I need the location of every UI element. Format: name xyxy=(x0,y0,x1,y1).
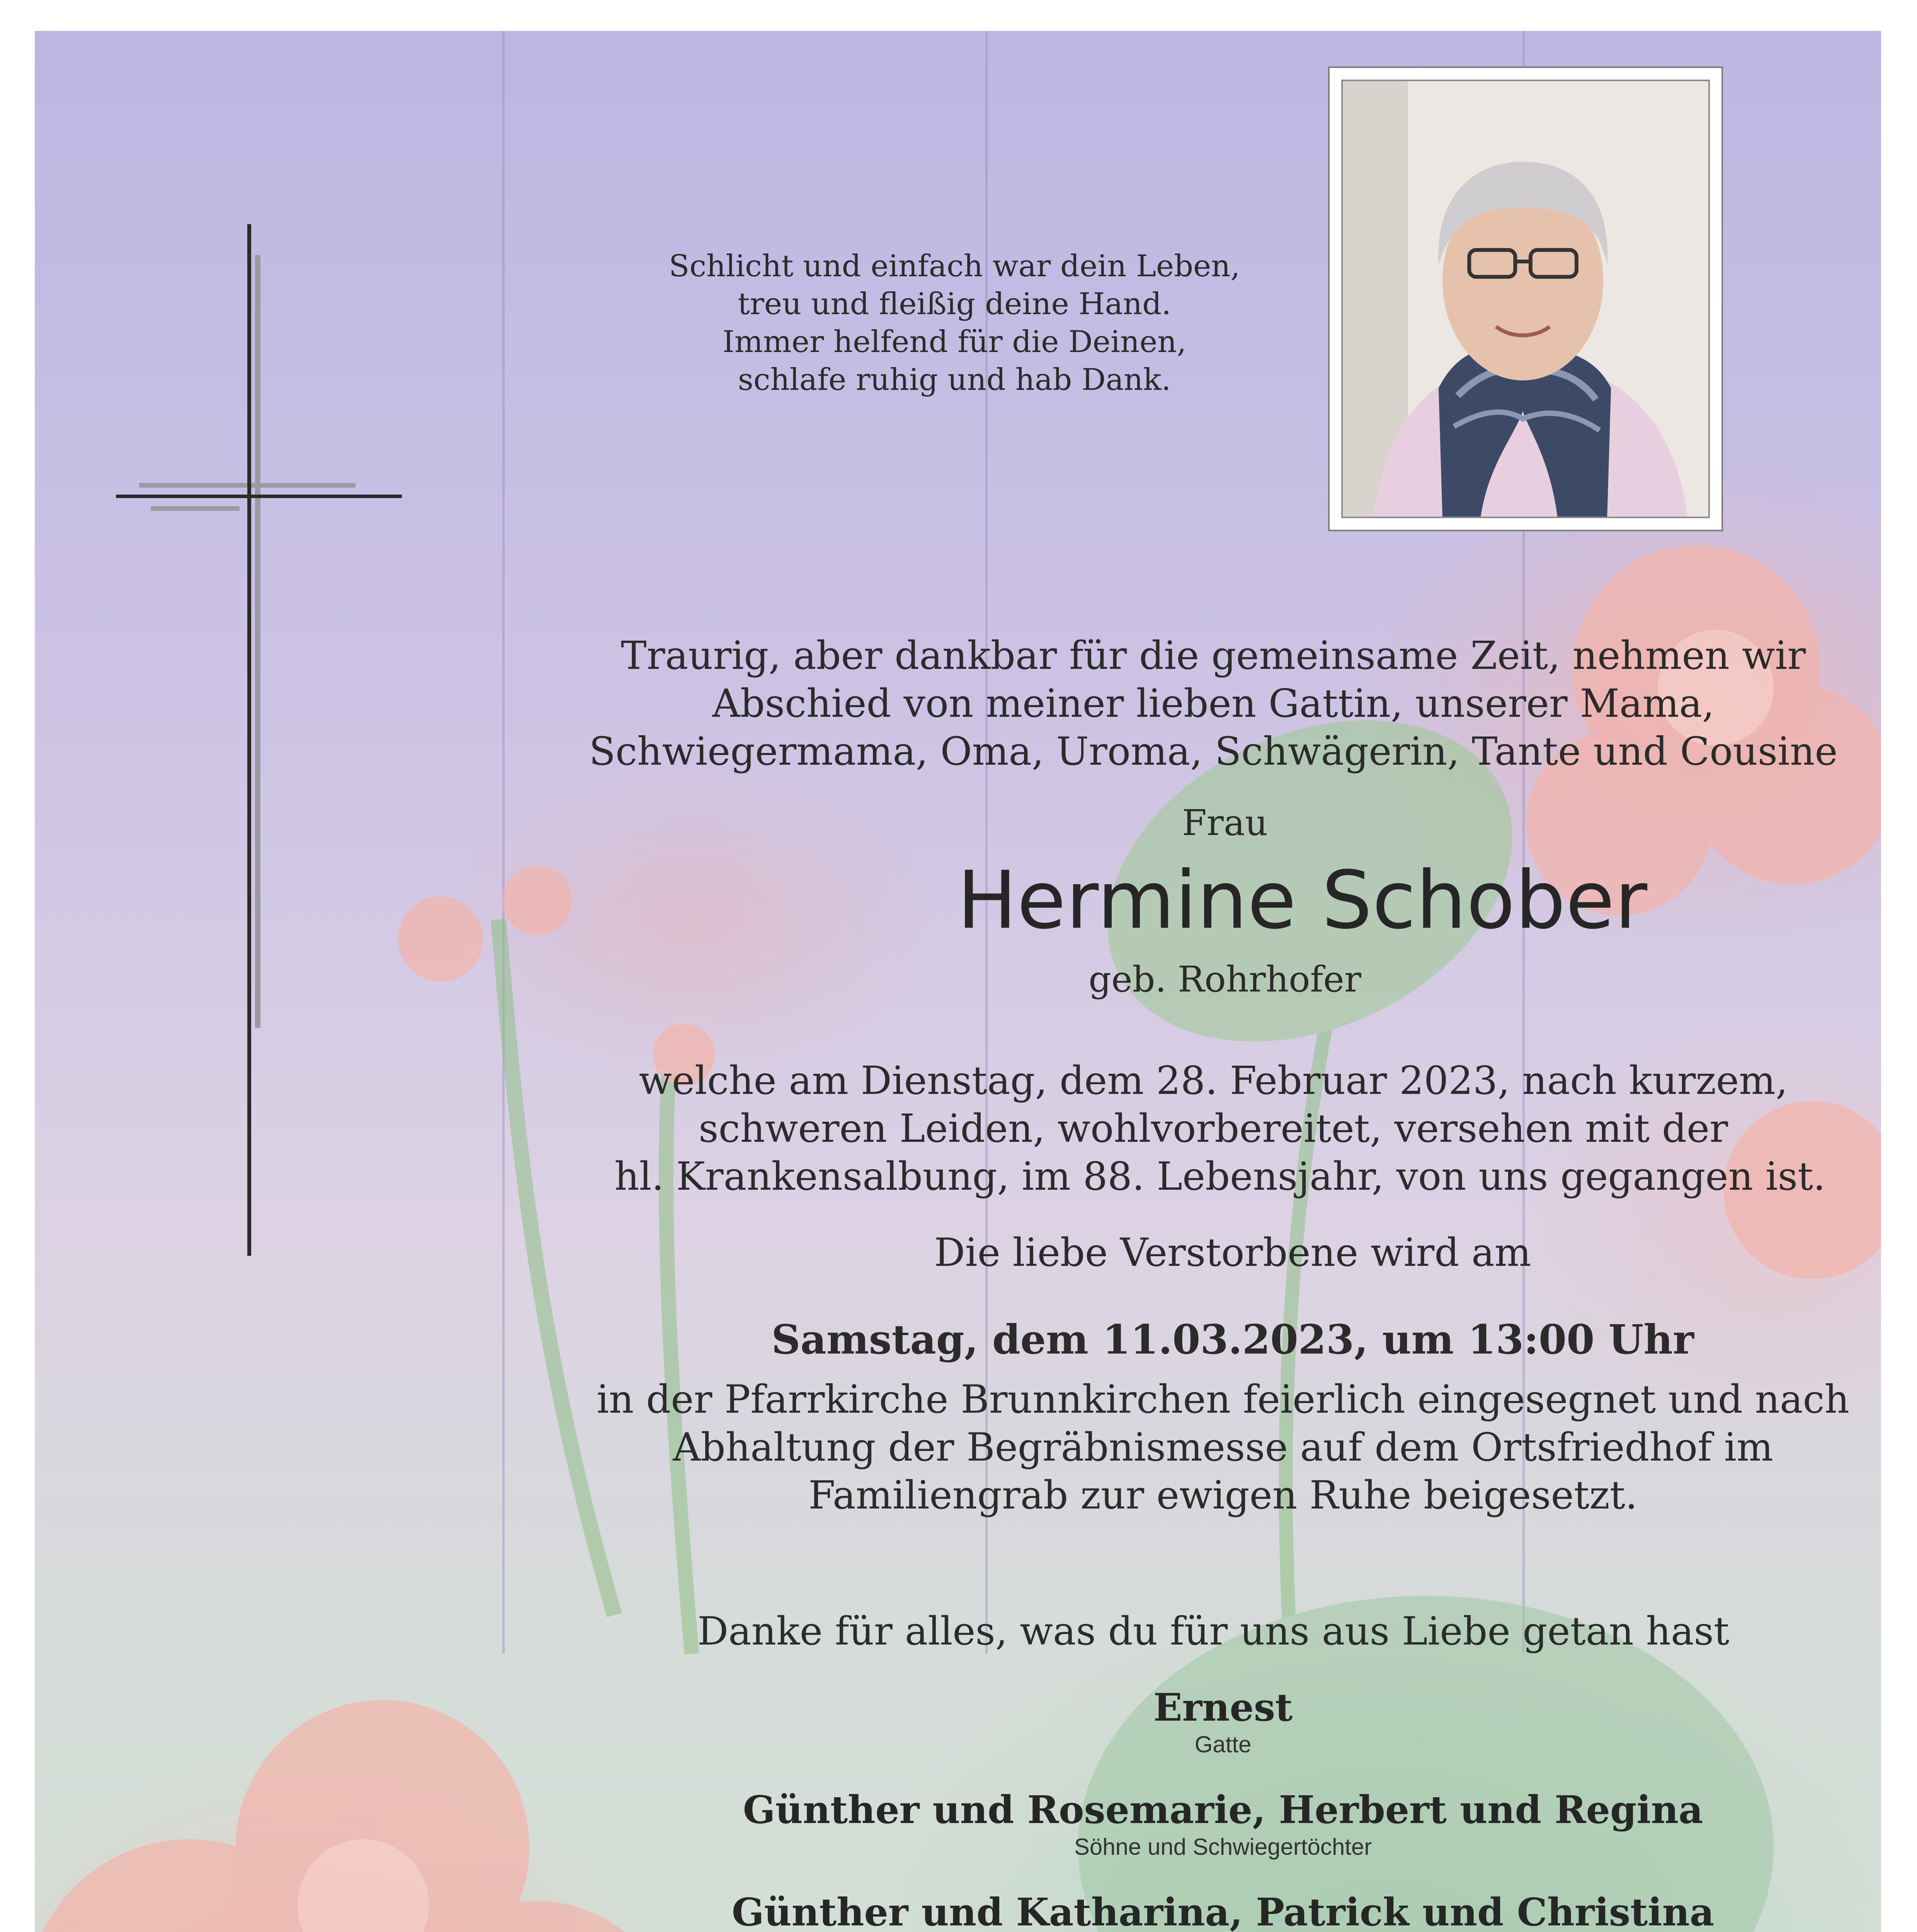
intro-paragraph xyxy=(576,632,1851,776)
intro-line: Abschied von meiner lieben Gattin, unserer Mama, xyxy=(712,681,1715,726)
death-notice-line: welche am Dienstag, dem 28. Februar 2023, nach kurzem, xyxy=(639,1058,1788,1103)
death-notice xyxy=(614,1057,1826,1201)
funeral-location-line: Familiengrab zur ewigen Ruhe beigesetzt. xyxy=(808,1473,1638,1518)
funeral-date: Samstag, dem 11.03.2023, um 13:00 Uhr xyxy=(771,1316,1694,1363)
intro-line: Traurig, aber dankbar für die gemeinsame Zeit, nehmen wir xyxy=(621,633,1806,678)
cross-symbol xyxy=(116,224,406,1267)
funeral-location-line: in der Pfarrkirche Brunnkirchen feierlich eingesegnet und nach xyxy=(596,1377,1850,1422)
mourner-name: Ernest xyxy=(1153,1685,1293,1730)
death-notice-line: schweren Leiden, wohlvorbereitet, versehen mit der xyxy=(699,1106,1728,1151)
deceased-name: Hermine Schober xyxy=(957,854,1648,947)
intro-line: Schwiegermama, Oma, Uroma, Schwägerin, Tante und Cousine xyxy=(589,729,1838,774)
poem-line: Schlicht und einfach war dein Leben, xyxy=(668,249,1240,284)
memorial-poem xyxy=(614,247,1294,399)
funeral-location-line: Abhaltung der Begräbnismesse auf dem Ortsfriedhof im xyxy=(673,1425,1773,1470)
portrait-photo xyxy=(1341,80,1710,518)
mourner-entry xyxy=(576,1787,1870,1861)
portrait-photo-frame xyxy=(1328,66,1723,531)
mourner-entry xyxy=(576,1889,1870,1932)
thanks-line: Danke für alles, was du für uns aus Liebe getan hast xyxy=(697,1609,1730,1654)
mourner-entry xyxy=(576,1685,1870,1758)
maiden-name: geb. Rohrhofer xyxy=(1089,959,1361,1000)
mourner-relation: Gatte xyxy=(1194,1731,1252,1757)
mourner-relation: Söhne und Schwiegertöchter xyxy=(1074,1834,1372,1860)
funeral-lead: Die liebe Verstorbene wird am xyxy=(934,1230,1531,1275)
salutation: Frau xyxy=(1182,802,1268,844)
mourner-name: Günther und Katharina, Patrick und Christina xyxy=(731,1890,1715,1932)
poem-line: Immer helfend für die Deinen, xyxy=(722,325,1187,359)
obituary-sheet xyxy=(35,31,1881,1932)
funeral-location xyxy=(576,1376,1870,1519)
mourner-name: Günther und Rosemarie, Herbert und Regina xyxy=(743,1788,1703,1832)
poem-line: treu und fleißig deine Hand. xyxy=(738,287,1171,321)
poem-line: schlafe ruhig und hab Dank. xyxy=(738,362,1171,397)
death-notice-line: hl. Krankensalbung, im 88. Lebensjahr, von uns gegangen ist. xyxy=(614,1154,1826,1199)
